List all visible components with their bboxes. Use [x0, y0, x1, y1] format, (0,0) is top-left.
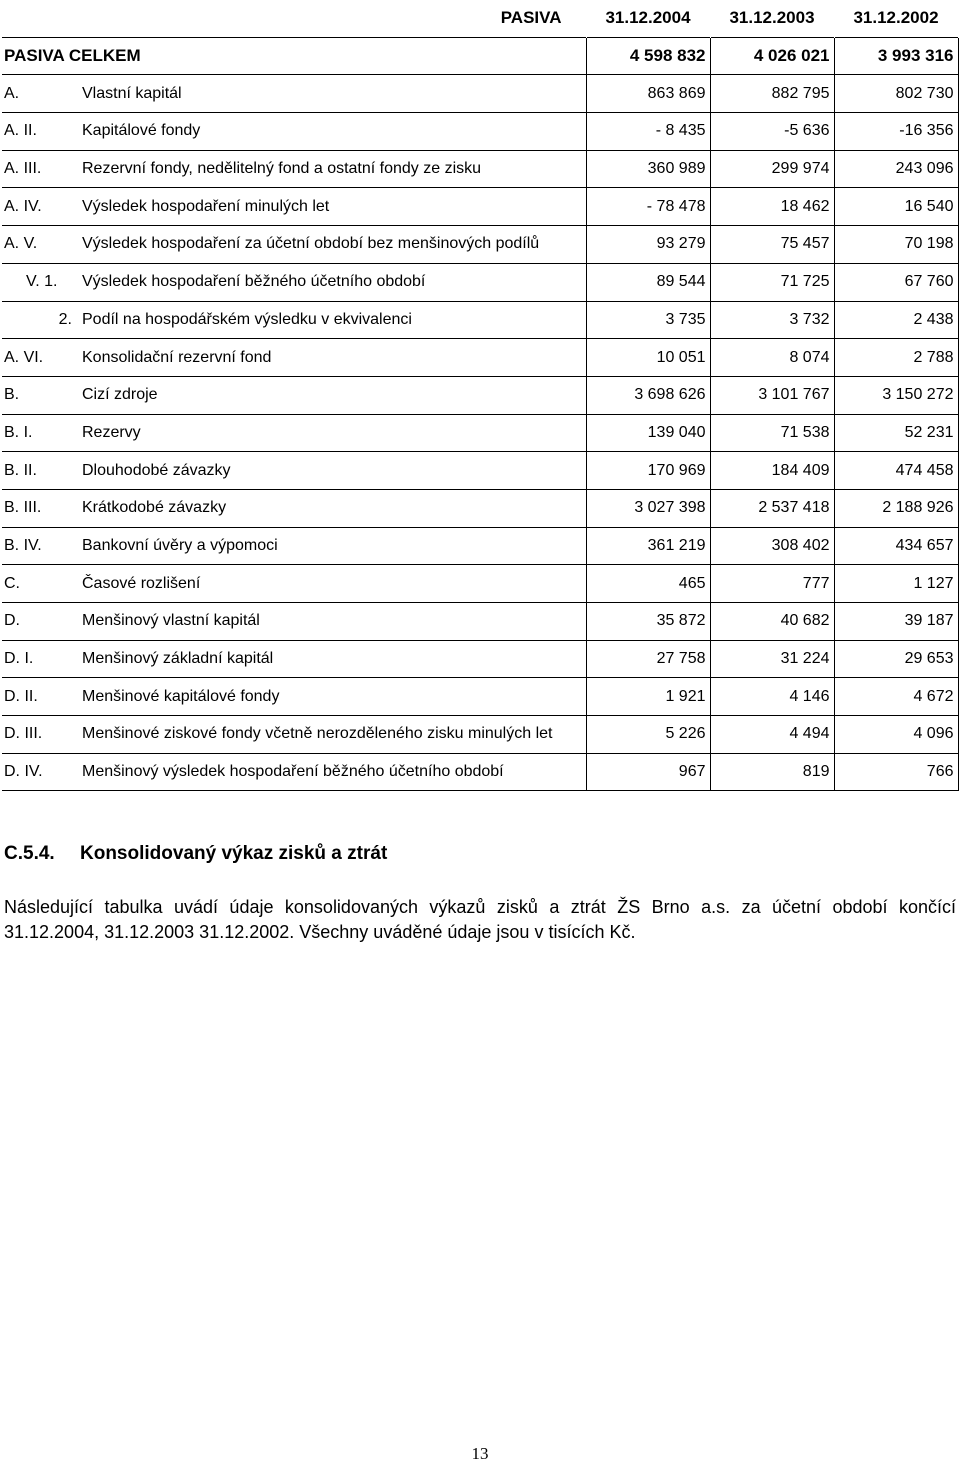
row-value-2003: 819: [710, 753, 834, 791]
table-row: [2, 753, 958, 791]
header-col-2004: 31.12.2004: [605, 8, 691, 28]
row-label: Menšinový vlastní kapitál: [78, 603, 586, 641]
table-row: [2, 527, 958, 565]
row-value-2004: 27 758: [586, 640, 710, 678]
row-value-2004: 1 921: [586, 678, 710, 716]
row-label: Menšinové kapitálové fondy: [78, 678, 586, 716]
table-row: [2, 263, 958, 301]
table-row: [2, 339, 958, 377]
row-value-2002: 766: [834, 753, 958, 791]
row-value-2003: 4 494: [710, 716, 834, 754]
row-value-2003: 40 682: [710, 603, 834, 641]
row-code: A.: [2, 75, 78, 113]
row-value-2004: 3 735: [586, 301, 710, 339]
row-code: A. II.: [2, 113, 78, 151]
row-value-2002: 474 458: [834, 452, 958, 490]
section-heading: [4, 843, 387, 865]
row-label: Výsledek hospodaření za účetní období bez menšinových podílů: [78, 226, 586, 264]
row-value-2004: 170 969: [586, 452, 710, 490]
header-code-cell: [2, 0, 78, 37]
table-row: [2, 37, 958, 75]
table-row: [2, 75, 958, 113]
row-value-2003: 3 732: [710, 301, 834, 339]
row-code: D.: [2, 603, 78, 641]
row-value-2002: 802 730: [834, 75, 958, 113]
row-code: A. IV.: [2, 188, 78, 226]
page-number: 13: [471, 1444, 489, 1463]
row-label: Menšinový základní kapitál: [78, 640, 586, 678]
row-value-2004: 5 226: [586, 716, 710, 754]
table-row: [2, 678, 958, 716]
row-code: PASIVA CELKEM: [2, 37, 586, 75]
table-row: [2, 150, 958, 188]
row-value-2002: 3 993 316: [834, 37, 958, 75]
row-code: D. III.: [2, 716, 78, 754]
row-value-2002: 52 231: [834, 414, 958, 452]
row-label: Konsolidační rezervní fond: [78, 339, 586, 377]
row-value-2003: 18 462: [710, 188, 834, 226]
row-code: D. II.: [2, 678, 78, 716]
table-row: [2, 113, 958, 151]
table-row: [2, 301, 958, 339]
table-row: [2, 716, 958, 754]
row-code: A. VI.: [2, 339, 78, 377]
table-row: [2, 489, 958, 527]
row-label: Výsledek hospodaření běžného účetního období: [78, 263, 586, 301]
row-value-2002: 70 198: [834, 226, 958, 264]
row-value-2002: 4 096: [834, 716, 958, 754]
row-code: A. V.: [2, 226, 78, 264]
row-value-2002: 16 540: [834, 188, 958, 226]
row-value-2004: 863 869: [586, 75, 710, 113]
intro-paragraph: Následující tabulka uvádí údaje konsolidovaných výkazů zisků a ztrát ŽS Brno a.s. za účetní období končící 31.12.2004, 31.12.2003 31.12.2002. Všechny uváděné údaje jsou v tisících Kč.: [4, 897, 956, 942]
row-value-2003: 8 074: [710, 339, 834, 377]
row-value-2004: 10 051: [586, 339, 710, 377]
row-value-2002: 3 150 272: [834, 376, 958, 414]
row-value-2004: 361 219: [586, 527, 710, 565]
row-value-2004: 89 544: [586, 263, 710, 301]
row-label: Kapitálové fondy: [78, 113, 586, 151]
row-label: Výsledek hospodaření minulých let: [78, 188, 586, 226]
section-title: Konsolidovaný výkaz zisků a ztrát: [80, 843, 388, 864]
row-label: Podíl na hospodářském výsledku v ekvivalenci: [78, 301, 586, 339]
row-value-2003: 71 538: [710, 414, 834, 452]
row-value-2002: 67 760: [834, 263, 958, 301]
table-row: [2, 376, 958, 414]
table-row: [2, 226, 958, 264]
row-value-2004: 3 027 398: [586, 489, 710, 527]
table-row: [2, 640, 958, 678]
row-label: Cizí zdroje: [78, 376, 586, 414]
row-value-2003: 4 026 021: [710, 37, 834, 75]
row-code: B. III.: [2, 489, 78, 527]
row-code: B. II.: [2, 452, 78, 490]
row-value-2004: 139 040: [586, 414, 710, 452]
row-value-2003: 75 457: [710, 226, 834, 264]
row-value-2004: 967: [586, 753, 710, 791]
row-value-2004: 360 989: [586, 150, 710, 188]
row-label: Dlouhodobé závazky: [78, 452, 586, 490]
row-label: Menšinové ziskové fondy včetně nerozděleného zisku minulých let: [78, 716, 586, 754]
row-value-2004: 93 279: [586, 226, 710, 264]
row-value-2002: 1 127: [834, 565, 958, 603]
row-value-2002: 434 657: [834, 527, 958, 565]
row-value-2003: 308 402: [710, 527, 834, 565]
header-col-2003: 31.12.2003: [729, 8, 815, 28]
section-number: C.5.4.: [4, 843, 55, 864]
row-code: C.: [2, 565, 78, 603]
row-value-2002: 243 096: [834, 150, 958, 188]
row-value-2004: 465: [586, 565, 710, 603]
row-label: Vlastní kapitál: [78, 75, 586, 113]
row-value-2004: 4 598 832: [586, 37, 710, 75]
row-code: V. 1.: [2, 263, 78, 301]
row-value-2003: 31 224: [710, 640, 834, 678]
row-value-2003: 4 146: [710, 678, 834, 716]
table-row: [2, 603, 958, 641]
row-code: B. I.: [2, 414, 78, 452]
row-value-2002: 2 188 926: [834, 489, 958, 527]
row-value-2002: 2 438: [834, 301, 958, 339]
row-value-2003: 299 974: [710, 150, 834, 188]
row-value-2002: 4 672: [834, 678, 958, 716]
row-code: B. IV.: [2, 527, 78, 565]
row-value-2003: 882 795: [710, 75, 834, 113]
header-col-2002: 31.12.2002: [853, 8, 939, 28]
row-value-2002: 29 653: [834, 640, 958, 678]
row-code: D. I.: [2, 640, 78, 678]
row-value-2003: -5 636: [710, 113, 834, 151]
row-value-2003: 184 409: [710, 452, 834, 490]
row-value-2003: 71 725: [710, 263, 834, 301]
row-value-2003: 777: [710, 565, 834, 603]
row-value-2004: 35 872: [586, 603, 710, 641]
row-label: Menšinový výsledek hospodaření běžného účetního období: [78, 753, 586, 791]
row-value-2002: 2 788: [834, 339, 958, 377]
table-row: [2, 188, 958, 226]
row-code: D. IV.: [2, 753, 78, 791]
row-value-2002: -16 356: [834, 113, 958, 151]
row-value-2003: 3 101 767: [710, 376, 834, 414]
row-code: B.: [2, 376, 78, 414]
row-value-2002: 39 187: [834, 603, 958, 641]
row-code: 2.: [2, 301, 78, 339]
row-value-2004: 3 698 626: [586, 376, 710, 414]
table-row: [2, 452, 958, 490]
table-header-row: [2, 0, 958, 37]
row-label: Rezervy: [78, 414, 586, 452]
row-value-2004: - 78 478: [586, 188, 710, 226]
pasiva-table: [2, 0, 959, 791]
row-label: Rezervní fondy, nedělitelný fond a ostatní fondy ze zisku: [78, 150, 586, 188]
row-label: Krátkodobé závazky: [78, 489, 586, 527]
row-code: A. III.: [2, 150, 78, 188]
row-label: Časové rozlišení: [78, 565, 586, 603]
table-row: [2, 565, 958, 603]
row-label: Bankovní úvěry a výpomoci: [78, 527, 586, 565]
header-label: PASIVA: [500, 8, 562, 28]
table-row: [2, 414, 958, 452]
row-value-2004: - 8 435: [586, 113, 710, 151]
row-value-2003: 2 537 418: [710, 489, 834, 527]
